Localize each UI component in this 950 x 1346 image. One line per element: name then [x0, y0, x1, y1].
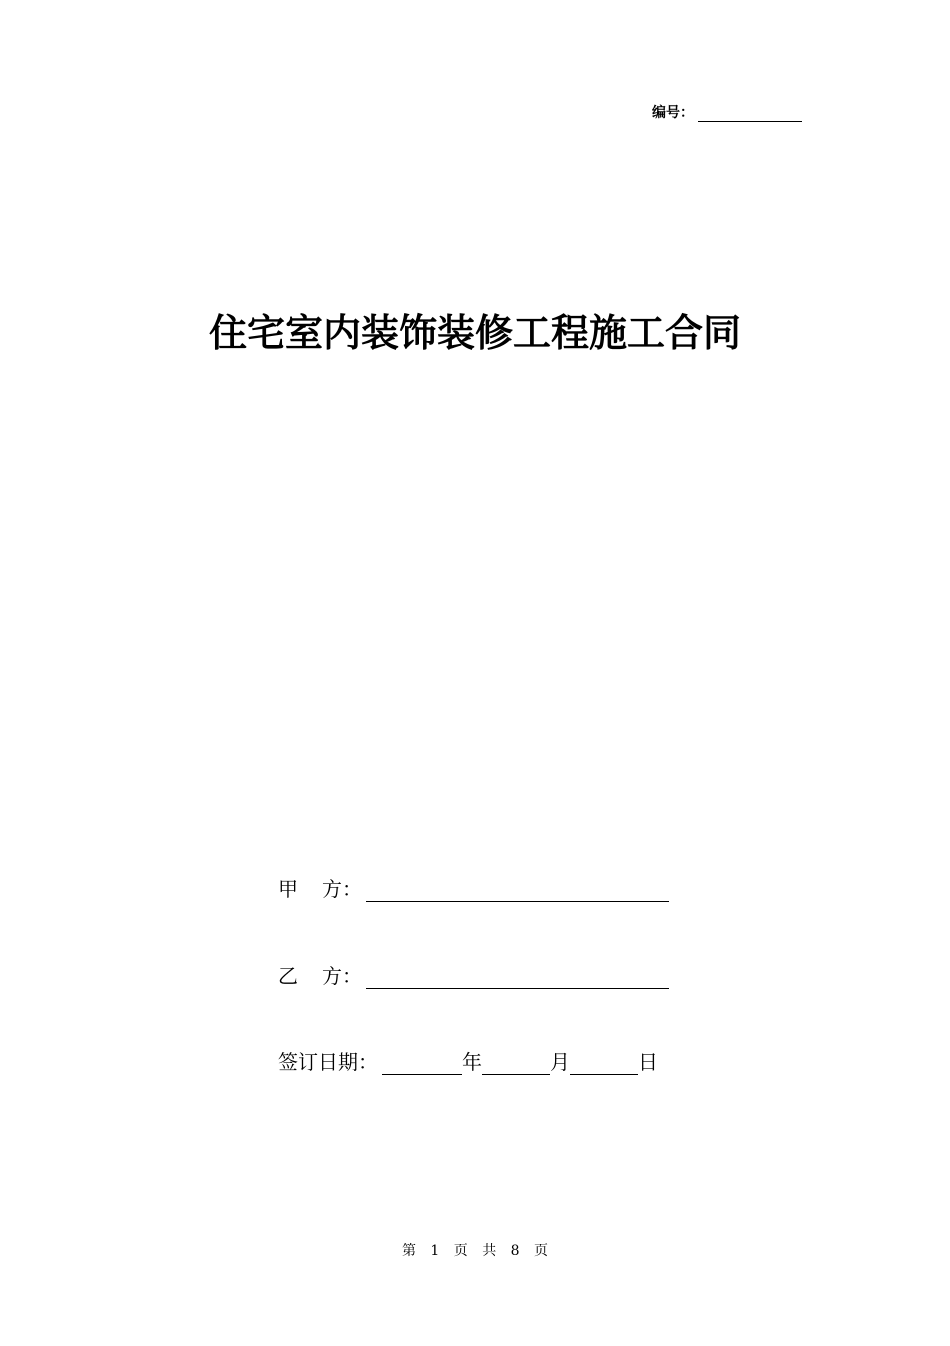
party-a-label-char1: 甲	[278, 877, 298, 901]
month-label: 月	[550, 1050, 570, 1074]
party-b-blank	[366, 966, 669, 989]
footer-suffix: 页	[534, 1243, 549, 1259]
month-blank	[482, 1052, 550, 1075]
party-a-blank	[366, 879, 669, 902]
year-blank	[382, 1052, 462, 1075]
serial-number	[652, 102, 802, 122]
party-a-row	[278, 873, 669, 902]
day-label: 日	[638, 1050, 658, 1074]
footer-page-number: 1	[430, 1243, 440, 1259]
signing-date-label: 签订日期：	[278, 1050, 378, 1074]
serial-number-blank	[698, 107, 802, 122]
party-b-label-char1: 乙	[278, 964, 298, 988]
serial-number-label: 编号：	[652, 105, 694, 121]
contract-title: 住宅室内装饰装修工程施工合同	[208, 310, 741, 355]
day-blank	[570, 1052, 638, 1075]
footer-page-word: 页	[453, 1243, 468, 1259]
footer-prefix: 第	[401, 1243, 416, 1259]
party-a-label-char2: 方：	[322, 877, 362, 901]
page-footer	[0, 1240, 950, 1260]
footer-total-label: 共	[482, 1243, 497, 1259]
signing-date-row	[278, 1046, 658, 1075]
party-b-label-char2: 方：	[322, 964, 362, 988]
footer-total-pages: 8	[510, 1243, 520, 1259]
year-label: 年	[462, 1050, 482, 1074]
party-b-row	[278, 960, 669, 989]
